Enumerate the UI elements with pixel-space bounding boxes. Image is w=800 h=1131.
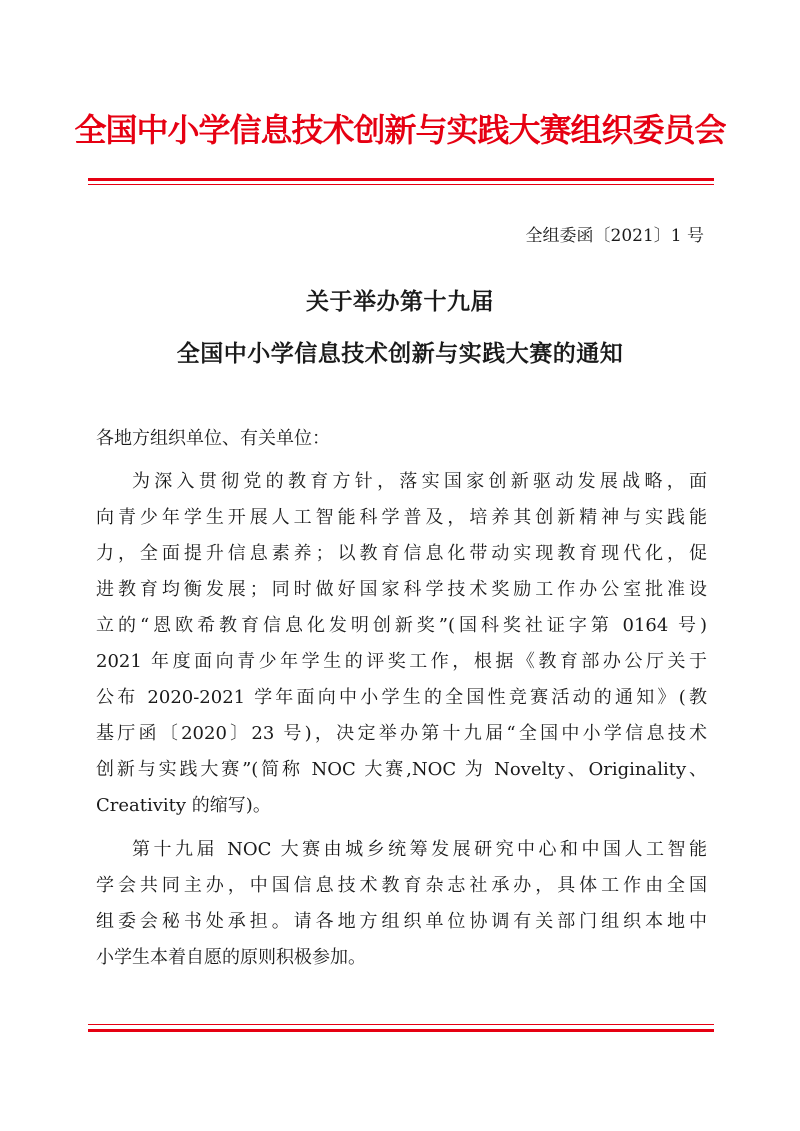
paragraph-line: 组委会秘书处承担。请各地方组织单位协调有关部门组织本地中 bbox=[96, 911, 707, 932]
paragraph-line: 学会共同主办，中国信息技术教育杂志社承办，具体工作由全国 bbox=[96, 875, 707, 896]
paragraph-line: 创新与实践大赛”(简称 NOC 大赛,NOC 为 Novelty、Originality、 bbox=[96, 759, 707, 780]
paragraph-line: 力，全面提升信息素养；以教育信息化带动实现教育现代化，促 bbox=[96, 543, 707, 564]
notice-title-line-2: 全国中小学信息技术创新与实践大赛的通知 bbox=[176, 340, 624, 367]
paragraph-line: 基厅函〔2020〕23 号)，决定举办第十九届“全国中小学信息技术 bbox=[96, 723, 707, 744]
footer-rule-thick bbox=[88, 1029, 714, 1032]
paragraph-line: 第十九届 NOC 大赛由城乡统筹发展研究中心和中国人工智能 bbox=[132, 839, 707, 860]
notice-title-line-1: 关于举办第十九届 bbox=[306, 288, 494, 315]
paragraph-line: 小学生本着自愿的原则积极参加。 bbox=[96, 947, 366, 968]
paragraph-line: 公布 2020-2021 学年面向中小学生的全国性竞赛活动的通知》(教 bbox=[96, 687, 707, 708]
paragraph-line: 为深入贯彻党的教育方针，落实国家创新驱动发展战略，面 bbox=[132, 471, 707, 492]
paragraph-line: 立的“恩欧希教育信息化发明创新奖”(国科奖社证字第 0164 号) bbox=[96, 615, 707, 636]
paragraph-line: 向青少年学生开展人工智能科学普及，培养其创新精神与实践能 bbox=[96, 507, 707, 528]
masthead-title: 全国中小学信息技术创新与实践大赛组织委员会 bbox=[74, 111, 726, 149]
salutation: 各地方组织单位、有关单位： bbox=[96, 428, 330, 449]
masthead-rule-thin bbox=[88, 184, 714, 185]
masthead-rule-thick bbox=[88, 178, 714, 181]
paragraph-line: Creativity 的缩写)。 bbox=[96, 795, 271, 816]
paragraph-line: 2021 年度面向青少年学生的评奖工作，根据《教育部办公厅关于 bbox=[96, 651, 707, 672]
footer-rule-thin bbox=[88, 1024, 714, 1025]
paragraph-line: 进教育均衡发展；同时做好国家科学技术奖励工作办公室批准设 bbox=[96, 579, 707, 600]
document-number: 全组委函〔2021〕1 号 bbox=[525, 226, 704, 246]
